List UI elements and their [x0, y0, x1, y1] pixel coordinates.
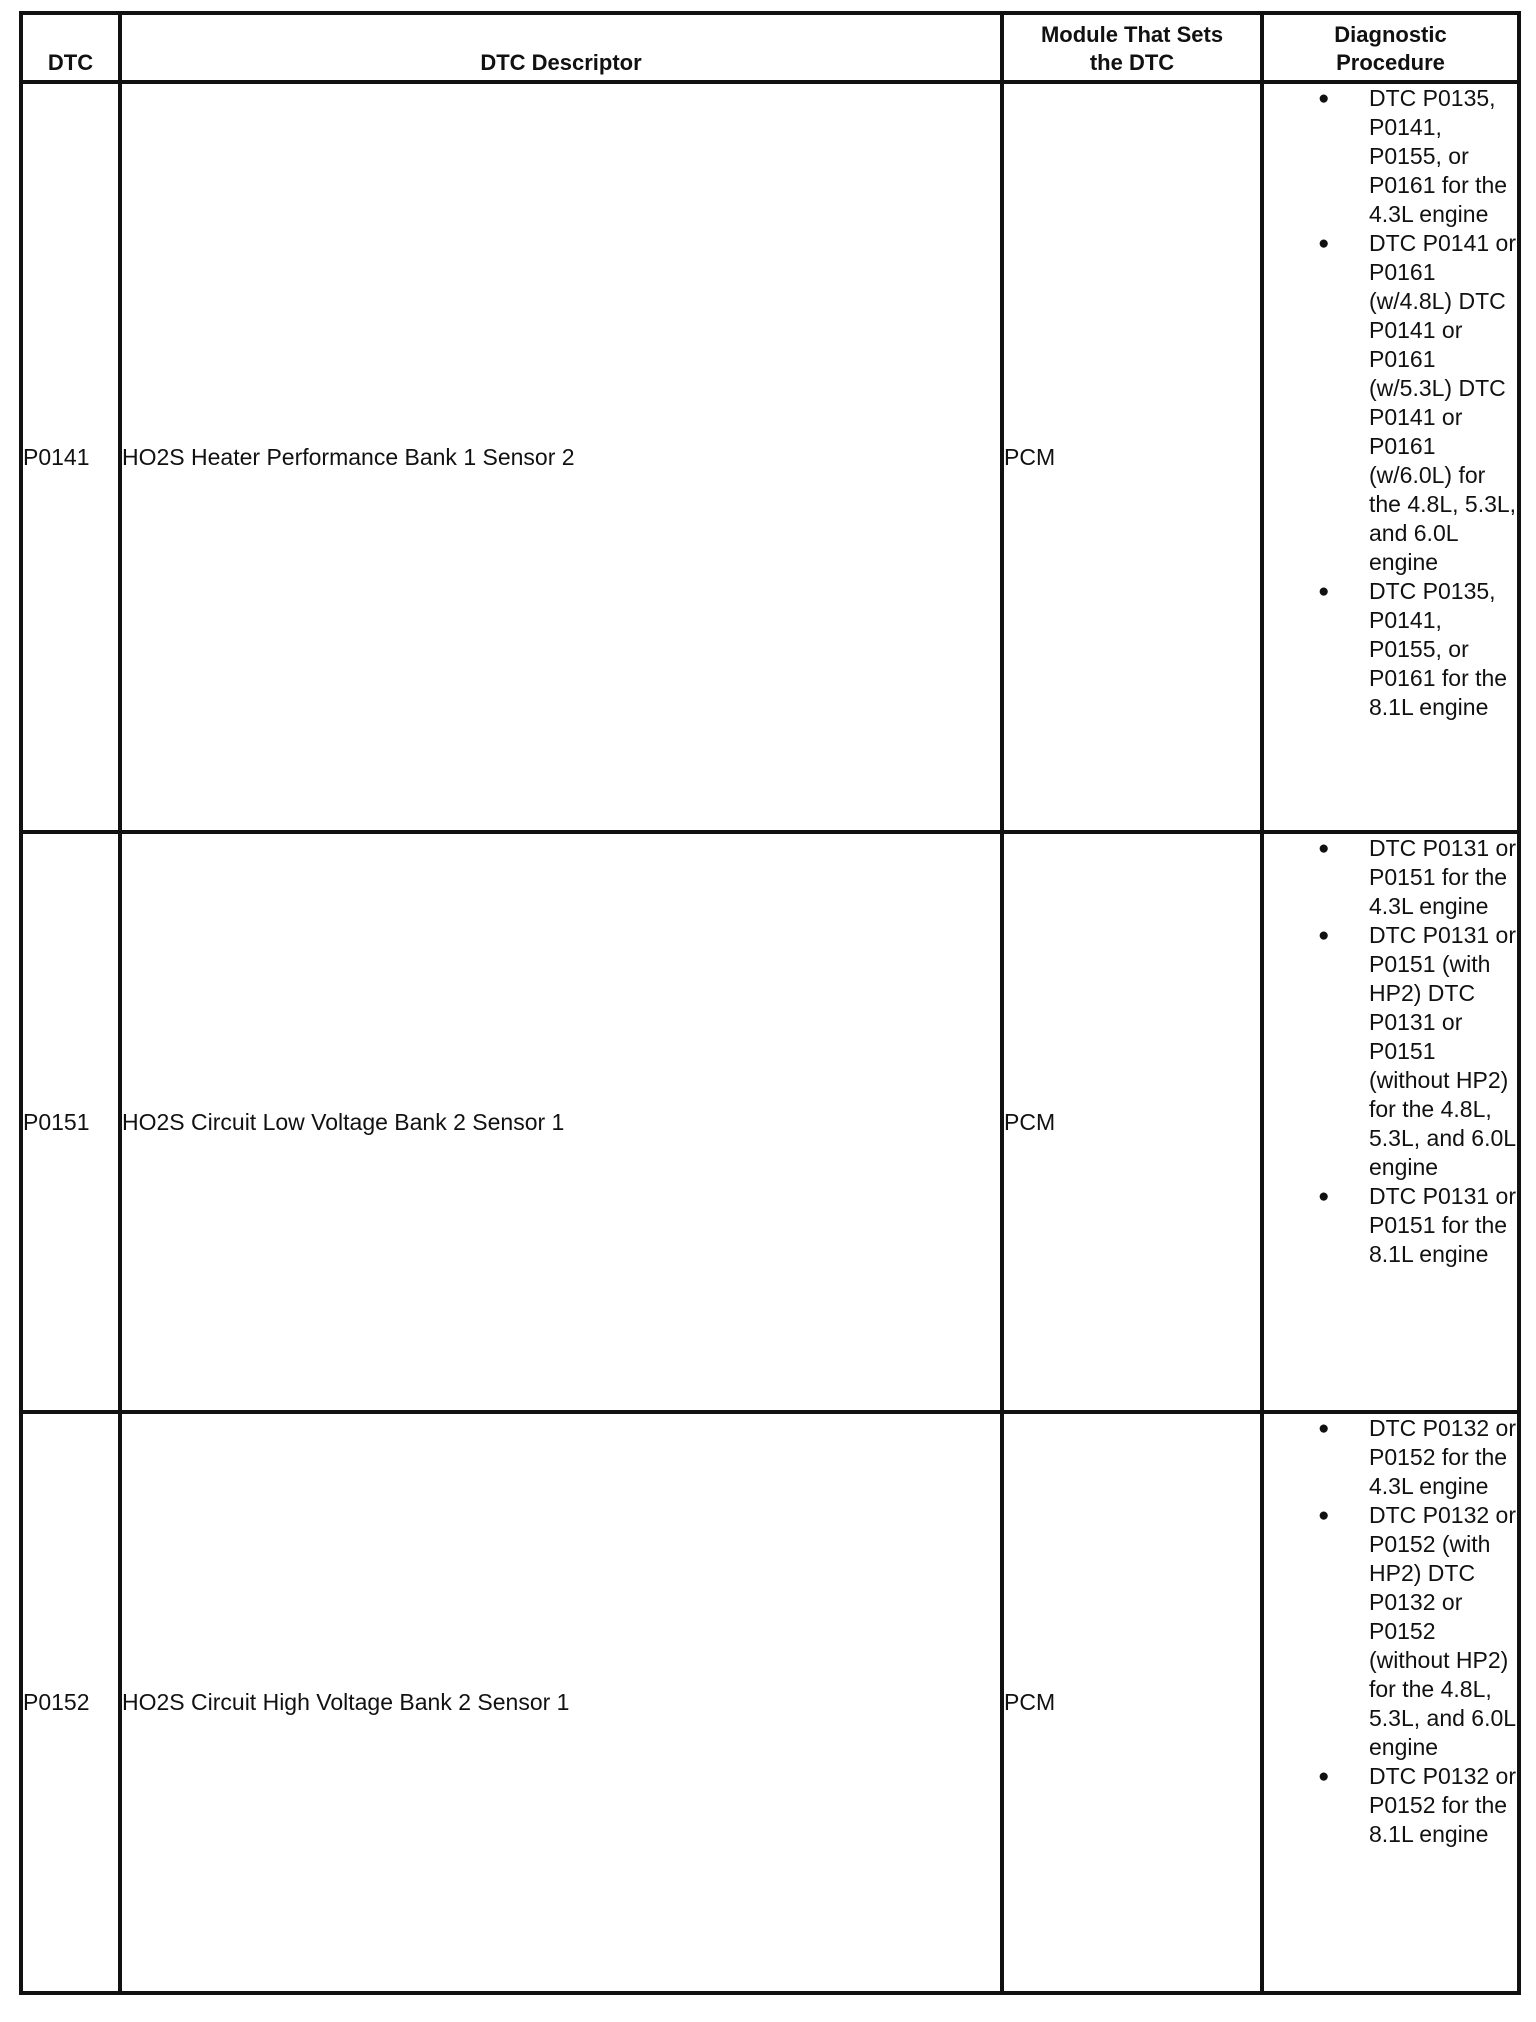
- header-row: [21, 13, 1519, 82]
- bullet-icon: ●: [1318, 233, 1330, 254]
- bullet-icon: ●: [1318, 88, 1330, 109]
- procedure-item: [1264, 1501, 1517, 1762]
- procedure-list: [1264, 84, 1517, 722]
- bullet-icon: ●: [1318, 581, 1330, 602]
- diagnostic-procedure: [1262, 1412, 1519, 1993]
- bullet-icon: ●: [1318, 925, 1330, 946]
- procedure-item: [1264, 921, 1517, 1182]
- procedure-item: [1264, 1182, 1517, 1269]
- procedure-text: DTC P0141 or P0161 (w/4.8L) DTC P0141 or P0161 (w/5.3L) DTC P0141 or P0161 (w/6.0L) for the 4.8L, 5.3L, and 6.0L engine: [1369, 230, 1517, 575]
- header-procedure-line1: Diagnostic: [1334, 22, 1447, 47]
- bullet-icon: ●: [1318, 1186, 1330, 1207]
- header-procedure: [1262, 13, 1519, 82]
- table-row: [21, 82, 1519, 832]
- procedure-text: DTC P0135, P0141, P0155, or P0161 for the 8.1L engine: [1369, 578, 1508, 720]
- header-module-line1: Module That Sets: [1040, 22, 1224, 47]
- header-descriptor: DTC Descriptor: [120, 13, 1002, 82]
- procedure-item: [1264, 1762, 1517, 1849]
- table-row: [21, 1412, 1519, 1993]
- procedure-text: DTC P0131 or P0151 for the 8.1L engine: [1369, 1183, 1517, 1267]
- diagnostic-procedure: [1262, 82, 1519, 832]
- procedure-text: DTC P0135, P0141, P0155, or P0161 for the 4.3L engine: [1369, 85, 1508, 227]
- module: PCM: [1002, 1412, 1262, 1993]
- procedure-text: DTC P0131 or P0151 (with HP2) DTC P0131 or P0151 (without HP2) for the 4.8L, 5.3L, and 6.0L engine: [1369, 922, 1517, 1180]
- header-dtc: DTC: [21, 13, 120, 82]
- procedure-text: DTC P0132 or P0152 for the 4.3L engine: [1369, 1415, 1517, 1499]
- dtc-descriptor: HO2S Heater Performance Bank 1 Sensor 2: [120, 82, 1002, 832]
- diagnostic-procedure: [1262, 832, 1519, 1412]
- dtc-code: P0152: [21, 1412, 120, 1993]
- header-module: [1002, 13, 1262, 82]
- bullet-icon: ●: [1318, 1766, 1330, 1787]
- procedure-text: DTC P0131 or P0151 for the 4.3L engine: [1369, 835, 1517, 919]
- bullet-icon: ●: [1318, 1505, 1330, 1526]
- procedure-item: [1264, 1414, 1517, 1501]
- procedure-item: [1264, 577, 1517, 722]
- dtc-code: P0151: [21, 832, 120, 1412]
- header-module-line2: the DTC: [1089, 50, 1175, 75]
- procedure-list: [1264, 834, 1517, 1269]
- module: PCM: [1002, 82, 1262, 832]
- dtc-descriptor: HO2S Circuit High Voltage Bank 2 Sensor 1: [120, 1412, 1002, 1993]
- module: PCM: [1002, 832, 1262, 1412]
- bullet-icon: ●: [1318, 838, 1330, 859]
- table-row: [21, 832, 1519, 1412]
- dtc-descriptor: HO2S Circuit Low Voltage Bank 2 Sensor 1: [120, 832, 1002, 1412]
- bullet-icon: ●: [1318, 1418, 1330, 1439]
- procedure-item: [1264, 834, 1517, 921]
- procedure-text: DTC P0132 or P0152 (with HP2) DTC P0132 or P0152 (without HP2) for the 4.8L, 5.3L, and 6.0L engine: [1369, 1502, 1517, 1760]
- header-procedure-line2: Procedure: [1336, 50, 1445, 75]
- procedure-item: [1264, 229, 1517, 577]
- procedure-list: [1264, 1414, 1517, 1849]
- procedure-item: [1264, 84, 1517, 229]
- dtc-code: P0141: [21, 82, 120, 832]
- procedure-text: DTC P0132 or P0152 for the 8.1L engine: [1369, 1763, 1517, 1847]
- dtc-table: [19, 11, 1521, 1995]
